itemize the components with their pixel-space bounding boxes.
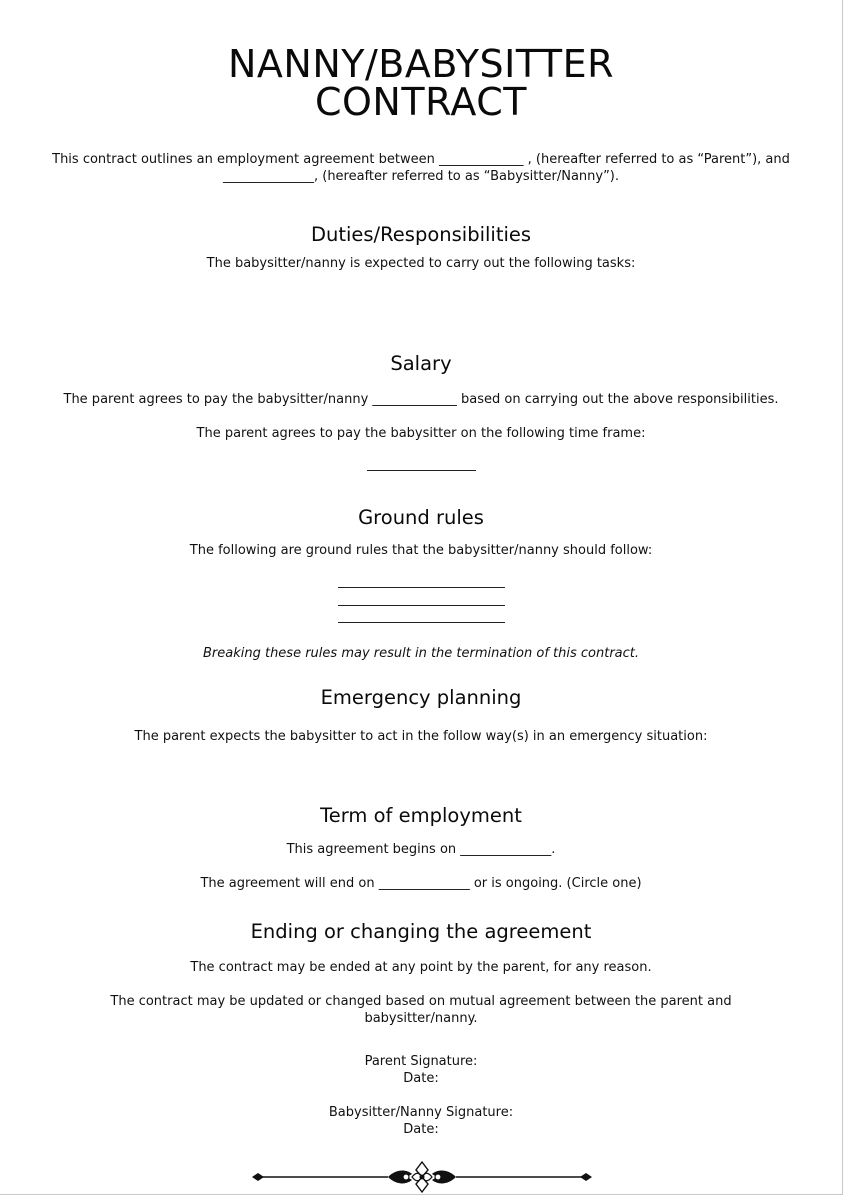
salary-timeframe-blank	[367, 470, 476, 471]
parent-signature-label: Parent Signature:	[364, 1054, 478, 1069]
ground-rule-blank-3	[338, 622, 505, 623]
term-begin-text: This agreement begins on ______________.	[286, 842, 556, 857]
intro-text-line-2: ______________, (hereafter referred to as “Babysitter/Nanny”).	[222, 169, 620, 184]
ending-heading: Ending or changing the agreement	[250, 920, 592, 943]
sitter-date-label: Date:	[403, 1122, 439, 1137]
ending-text: The contract may be ended at any point by the parent, for any reason.	[190, 960, 652, 975]
salary-heading: Salary	[390, 352, 452, 375]
intro-text-line-1: This contract outlines an employment agreement between _____________ , (hereafter referred to as “Parent”), and	[52, 152, 790, 167]
duties-heading: Duties/Responsibilities	[310, 223, 532, 246]
changing-text-line-2: babysitter/nanny.	[364, 1011, 478, 1026]
changing-text-line-1: The contract may be updated or changed based on mutual agreement between the parent and	[110, 994, 732, 1009]
document-title-line-1: NANNY/BABYSITTER	[227, 42, 615, 86]
ground-rules-text: The following are ground rules that the babysitter/nanny should follow:	[189, 543, 653, 558]
parent-date-label: Date:	[403, 1071, 439, 1086]
duties-text: The babysitter/nanny is expected to carry out the following tasks:	[206, 256, 636, 271]
ground-rule-blank-2	[338, 605, 505, 606]
ground-rules-warning: Breaking these rules may result in the termination of this contract.	[202, 646, 640, 661]
ground-rule-blank-1	[338, 587, 505, 588]
term-end-text: The agreement will end on ______________ or is ongoing. (Circle one)	[200, 876, 642, 891]
sitter-signature-label: Babysitter/Nanny Signature:	[328, 1105, 514, 1120]
emergency-text: The parent expects the babysitter to act in the follow way(s) in an emergency situation:	[134, 729, 708, 744]
flourish-divider-icon	[250, 1160, 594, 1194]
salary-timeframe-text: The parent agrees to pay the babysitter on the following time frame:	[196, 426, 646, 441]
ground-rules-heading: Ground rules	[358, 506, 484, 529]
document-title-line-2: CONTRACT	[314, 80, 528, 124]
salary-text: The parent agrees to pay the babysitter/nanny _____________ based on carrying out the above responsibilities.	[63, 392, 779, 407]
term-heading: Term of employment	[320, 804, 522, 827]
emergency-heading: Emergency planning	[320, 686, 522, 709]
